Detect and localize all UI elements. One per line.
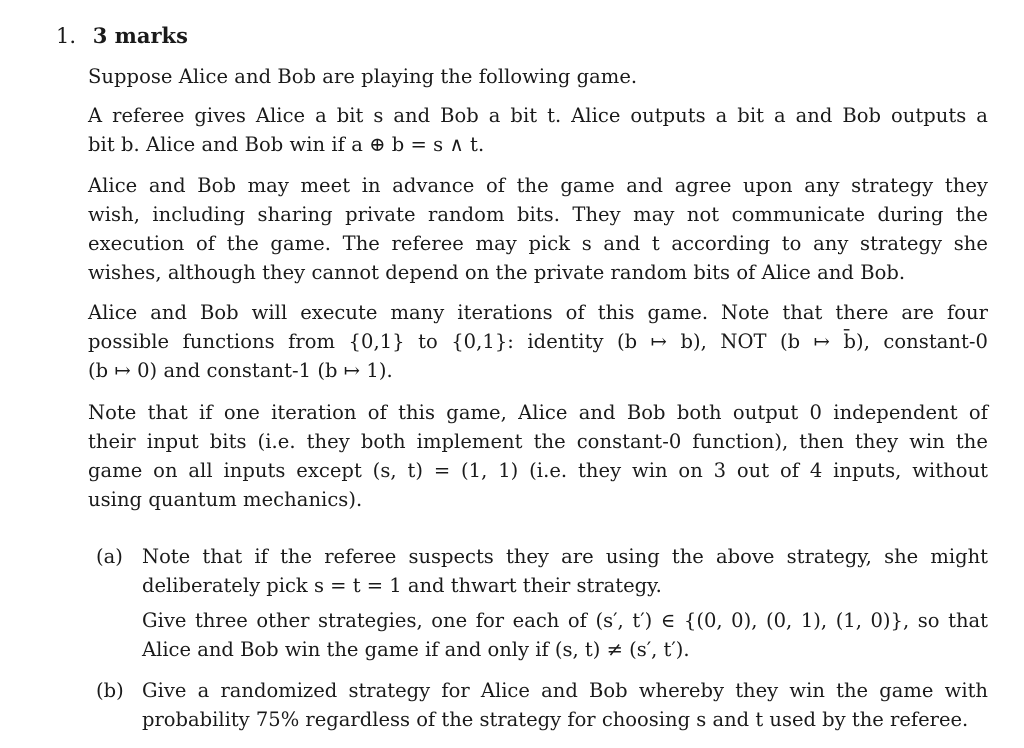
question-heading [56,22,188,50]
text-line: Alice and Bob may meet in advance of the game and agree upon any strategy they [88,174,988,197]
subpart-label: (b) [96,679,124,702]
text-line: game on all inputs except (s, t) = (1, 1) (i.e. they win on 3 out of 4 inputs, without [88,459,988,482]
text-line: Note that if one iteration of this game, Alice and Bob both output 0 independent of [88,401,988,424]
text-line: probability 75% regardless of the strategy for choosing s and t used by the referee. [142,708,969,731]
text-line: Give three other strategies, one for each of (s′, t′) ∈ {(0, 0), (0, 1), (1, 0)}, so that [142,609,988,632]
text-line: Note that if the referee suspects they are using the above strategy, she might [142,545,988,568]
text-line: wish, including sharing private random bits. They may not communicate during the [88,203,988,226]
paragraph-game-rules [88,101,988,159]
text-line: their input bits (i.e. they both implement the constant-0 function), then they win the [88,430,988,453]
text-line: Alice and Bob will execute many iterations of this game. Note that there are four [88,301,988,324]
subpart-body [142,542,988,664]
text-line: Suppose Alice and Bob are playing the following game. [88,65,638,88]
text-line: possible functions from {0,1} to {0,1}: identity (b ↦ b), NOT (b ↦ b̄), constant-0 [88,330,988,353]
question-number: 1. [56,24,77,48]
text-line: A referee gives Alice a bit s and Bob a bit t. Alice outputs a bit a and Bob outputs a [88,104,988,127]
text-line: wishes, although they cannot depend on the private random bits of Alice and Bob. [88,261,906,284]
text-line: deliberately pick s = t = 1 and thwart their strategy. [142,574,662,597]
paragraph-constant-strategy [88,398,988,514]
text-line: (b ↦ 0) and constant-1 (b ↦ 1). [88,359,393,382]
paragraph-intro [88,62,988,91]
text-line: bit b. Alice and Bob win if a ⊕ b = s ∧ t. [88,133,485,156]
text-line: execution of the game. The referee may pick s and t according to any strategy she [88,232,988,255]
paragraph-functions [88,298,988,385]
subpart-body [142,676,988,734]
text-line: Alice and Bob win the game if and only if (s, t) ≠ (s′, t′). [142,638,690,661]
paragraph-strategy [88,171,988,287]
subpart-label: (a) [96,545,123,568]
text-line: using quantum mechanics). [88,488,363,511]
question-marks: 3 marks [92,23,188,48]
text-line: Give a randomized strategy for Alice and Bob whereby they win the game with [142,679,988,702]
